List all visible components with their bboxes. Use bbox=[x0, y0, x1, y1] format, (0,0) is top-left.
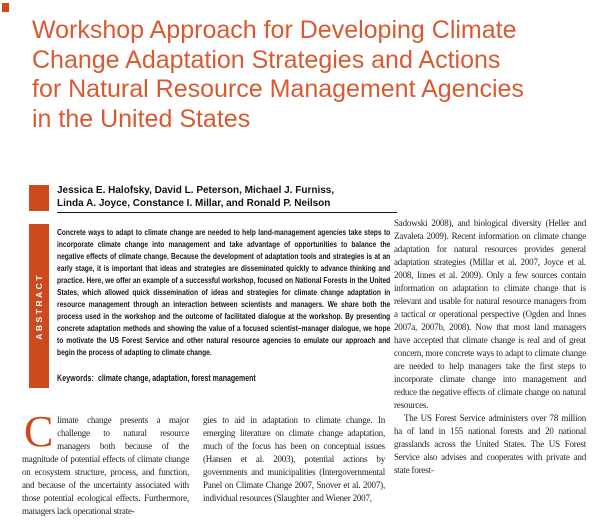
body-column-1-text: limate change presents a major challenge to natural resource managers both because of the magnitude of potential effects of climate change on ecosystem structure, process, and function, and because of the uncertainty associated with those potential ecological effects. Furthermore, managers lack operational strate- bbox=[22, 415, 189, 516]
abstract-sidebar-label bbox=[29, 224, 49, 388]
authors-accent-square bbox=[29, 185, 49, 211]
article-title-line: for Natural Resource Management Agencies bbox=[32, 75, 524, 103]
article-title-line: Change Adaptation Strategies and Actions bbox=[32, 45, 501, 74]
keywords-line bbox=[57, 373, 390, 383]
article-title-line: Workshop Approach for Developing Climate bbox=[32, 16, 517, 44]
drop-cap: C bbox=[24, 407, 54, 456]
body-column-2 bbox=[203, 414, 385, 505]
keywords-label: Keywords: bbox=[57, 373, 95, 383]
body-column-3-paragraph: Sadowski 2008), and biological diversity (Heller and Zavaleta 2009). Recent information on climate change adaptation for natural resources provides general adaptation strategies (Millar et al. 2007, Joyce et al. 2008, Innes et al. 2009). Only a few sources contain information on adaptation to climate change that is relevant and usable for natural resource managers from a tactical or operational perspective (Ogden and Innes 2007a, 2007b, 2008). Now that most land managers have accepted that climate change is real and of great concern, more concrete ways to adapt to climate change are needed to help managers take the first steps to incorporate climate change into management and reduce the negative effects of climate change on natural resources. bbox=[394, 218, 586, 410]
body-column-1 bbox=[22, 407, 189, 518]
abstract-label-text: ABSTRACT bbox=[34, 272, 44, 340]
keywords-values: climate change, adaptation, forest management bbox=[97, 373, 256, 383]
article-title bbox=[32, 16, 592, 134]
article-title-line: in the United States bbox=[32, 104, 251, 133]
page-corner-mark bbox=[2, 3, 9, 12]
authors-line: Linda A. Joyce, Constance I. Millar, and Ronald P. Neilson bbox=[57, 198, 331, 209]
body-column-3 bbox=[394, 217, 586, 477]
authors-byline bbox=[57, 184, 397, 213]
authors-line: Jessica E. Halofsky, David L. Peterson, Michael J. Furniss, bbox=[57, 185, 335, 196]
abstract-paragraph: Concrete ways to adapt to climate change are needed to help land-management agencies take steps to incorporate climate change into management and take advantage of opportunities to balance the negative effects of climate change. Because the development of adaptation tools and strategies is at an early stage, it is important that ideas and strategies are disseminated quickly to advance thinking and practice. Here, we offer an example of a successful workshop, focused on National Forests in the United States, which allowed quick dissemination of ideas and strategies for climate change adaptation in resource management through an interaction between scientists and managers. We share both the process used in the workshop and the outcome of facilitated dialogue at the workshop. By presenting concrete adaptation methods and showing the value of a focused scientist–manager dialogue, we hope to motivate the US Forest Service and other natural resource agencies to emulate our approach and begin the process of adapting to climate change. bbox=[57, 227, 391, 358]
body-column-2-text: gies to aid in adaptation to climate change. In emerging literature on climate change adaptation, much of the focus has been on conceptual issues (Hansen et al. 2003), potential actions by governments and municipalities (Intergovernmental Panel on Climate Change 2007, Snover et al. 2007), individual resources (Slaughter and Wiener 2007, bbox=[203, 415, 385, 503]
body-column-3-paragraph: The US Forest Service administers over 78 million ha of land in 155 national forests and 20 national grasslands across the United States. The US Forest Service also advises and cooperates with private and state forest- bbox=[394, 413, 586, 475]
